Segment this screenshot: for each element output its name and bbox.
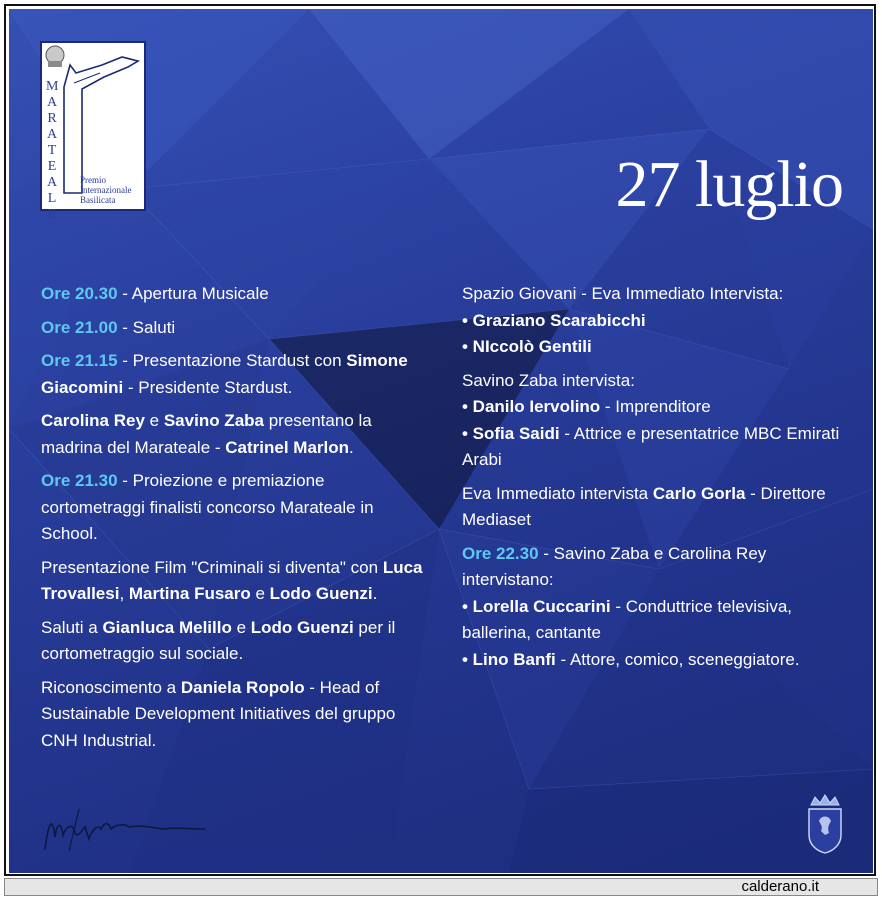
logo-vertical-text: M A R A T E A L E (46, 79, 59, 222)
program-right-column (462, 281, 862, 680)
footer-site-label: calderano.it (741, 878, 819, 895)
program-item: Savino Zaba intervista: • Danilo Iervolino - Imprenditore • Sofia Saidi - Attrice e presentatrice MBC Emirati Arabi (462, 370, 840, 469)
program-item: Ore 21.30 - Proiezione e premiazione cortometraggi finalisti concorso Marateale in School. (41, 471, 374, 543)
program-item: Ore 21.15 - Presentazione Stardust con Simone Giacomini - Presidente Stardust. (41, 351, 408, 397)
program-item: Eva Immediato intervista Carlo Gorla - Direttore Mediaset (462, 483, 826, 529)
coat-of-arms-icon (805, 791, 845, 855)
logo-caption: Premio Internazionale Basilicata (80, 175, 132, 205)
program-item: Ore 21.00 - Saluti (41, 317, 176, 337)
event-date: 27 luglio (615, 148, 843, 221)
program-item: Carolina Rey e Savino Zaba presentano la madrina del Marateale - Catrinel Marlon. (41, 411, 372, 457)
program-item: Riconoscimento a Daniela Ropolo - Head of Sustainable Development Initiatives del gruppo CNH Industrial. (41, 677, 396, 750)
program-item: Presentazione Film "Criminali si diventa" con Luca Trovallesi, Martina Fusaro e Lodo Guenzi. (41, 557, 423, 603)
event-poster (9, 9, 873, 873)
program-left-column (41, 281, 431, 761)
marateale-logo (40, 41, 146, 222)
program-item: Ore 22.30 - Savino Zaba e Carolina Rey intervistano: • Lorella Cuccarini - Conduttrice televisiva, ballerina, cantante • Lino Banfi - Attore, comico, sceneggiatore. (462, 543, 800, 669)
program-item: Saluti a Gianluca Melillo e Lodo Guenzi per il cortometraggio sul sociale. (41, 617, 396, 663)
program-item: Spazio Giovani - Eva Immediato Intervista: • Graziano Scarabicchi • NIccolò Gentili (462, 284, 784, 356)
footer-bar (4, 878, 878, 896)
signature-icon (39, 799, 219, 859)
program-item: Ore 20.30 - Apertura Musicale (41, 284, 269, 303)
